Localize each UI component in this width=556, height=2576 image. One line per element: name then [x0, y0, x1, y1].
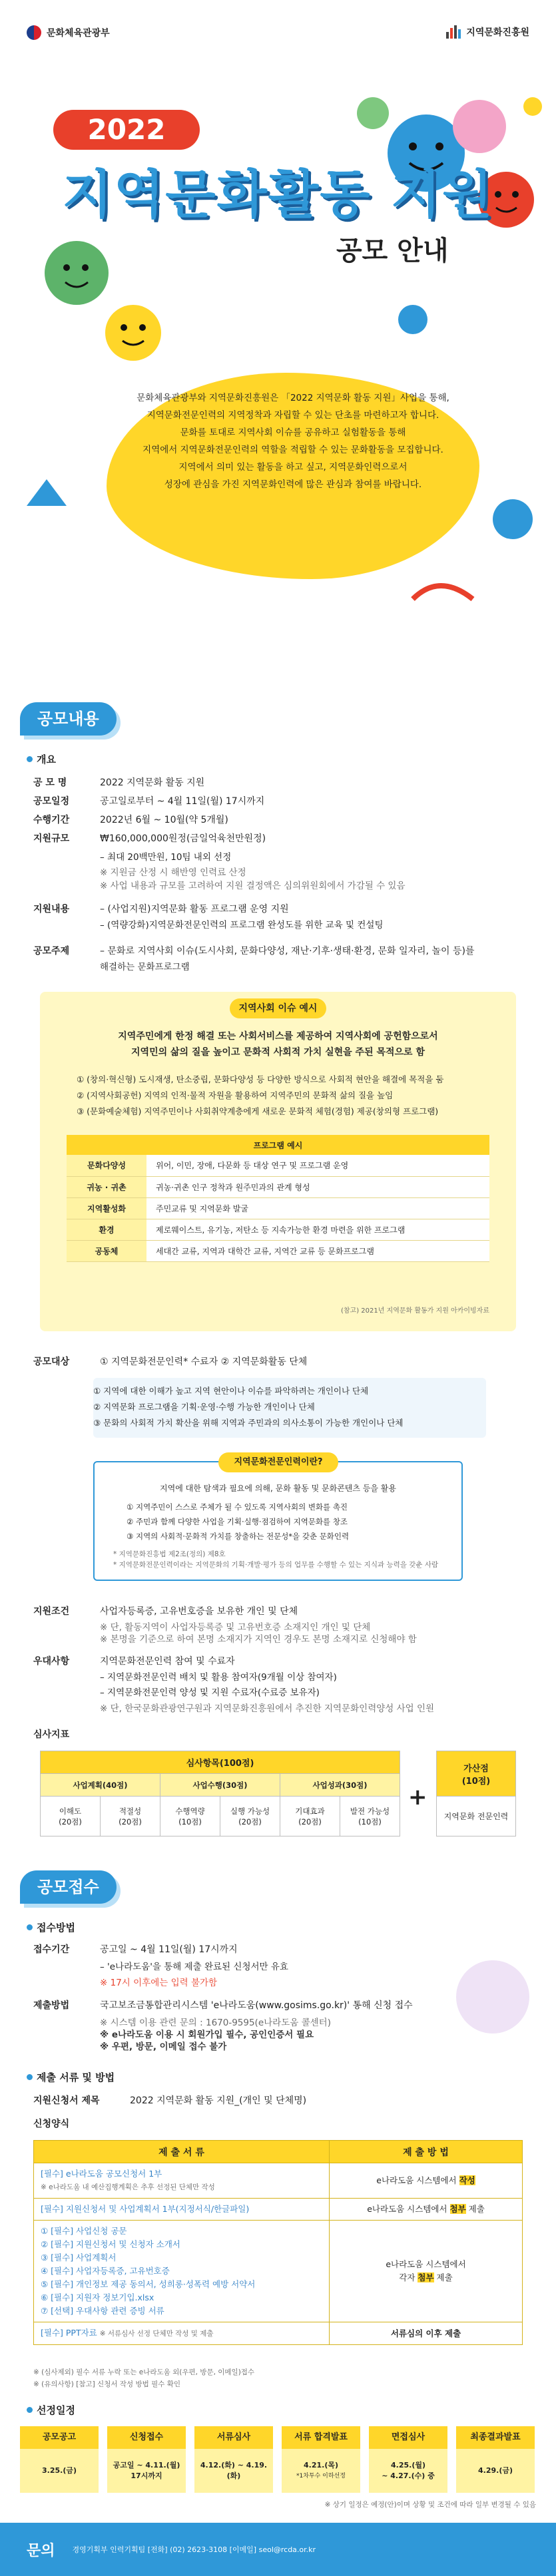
step-title: 신청접수	[107, 2426, 186, 2449]
row-value: – (사업지원)지역문화 활동 프로그램 운영 지원	[100, 904, 289, 915]
row-submit-period	[33, 1942, 238, 1957]
year-badge: 2022	[53, 110, 200, 150]
schedule-step	[107, 2426, 186, 2493]
program-key: 지역활성화	[67, 1197, 146, 1219]
overview-title: 개요	[37, 753, 56, 765]
row-key: 지원조건	[33, 1606, 70, 1617]
target-item: ③ 문화의 사회적 가치 확산을 위해 지역과 주민과의 의사소통이 가능한 개인이나 단체	[93, 1418, 404, 1428]
score-item	[220, 1797, 280, 1836]
row-value: 2022 지역문화 활동 지원_(개인 및 단체명)	[130, 2095, 307, 2106]
doc-sub: ※ 서류심사 선정 단체만 작성 및 제출	[99, 2330, 214, 2338]
submit-note: ※ 우편, 방문, 이메일 접수 불가	[100, 2041, 227, 2052]
intro-line: 지역에서 의미 있는 활동을 하고 싶고, 지역문화인력으로서	[178, 462, 408, 473]
method-highlight: 첨부	[449, 2204, 466, 2214]
method-post: 제출	[433, 2272, 453, 2282]
row-name	[33, 775, 204, 790]
row-value: – 문화로 지역사회 이슈(도시사회, 문화다양성, 재난·기후·생태·환경, 문화 일자리, 놀이 등)를	[100, 946, 475, 957]
expert-lead: 지역에 대한 탐색과 필요에 의해, 문화 활동 및 문화콘텐츠 등을 활용	[160, 1484, 396, 1493]
row-value: 지역문화전문인력 참여 및 수료자	[100, 1656, 235, 1667]
score-item	[41, 1797, 101, 1836]
issue-lead-line: 지역민의 삶의 질을 높이고 문화적 사회적 가치 실현을 주된 목적으로 함	[131, 1047, 425, 1058]
intro-text	[107, 389, 479, 493]
step-date: 4.25.(월)	[391, 2461, 425, 2469]
score-item-name: 이해도	[59, 1806, 82, 1816]
ministry-name: 문화체육관광부	[47, 28, 110, 39]
bullet-icon	[27, 2407, 33, 2413]
bullet-icon	[27, 1924, 33, 1930]
row-schedule	[33, 794, 264, 809]
score-item-pts: (20점)	[119, 1817, 142, 1826]
row-key: 제출방법	[33, 2000, 70, 2011]
doc-label: ⑦ [선택] 우대사항 관련 증빙 서류	[41, 2306, 164, 2316]
bonus-head	[437, 1751, 516, 1797]
row-submit-method	[33, 1998, 413, 2013]
section-title-submit: 공모접수	[20, 1870, 117, 1904]
score-item-pts: (20점)	[238, 1817, 262, 1826]
table-row	[67, 1155, 489, 1176]
method-title: 접수방법	[37, 1922, 75, 1934]
method-cell	[330, 2221, 523, 2322]
program-source: (참고) 2021년 지역문화 활동가 지원 아카이빙자료	[340, 1307, 489, 1315]
issue-item: ② (지역사회공헌) 지역의 인적·물적 자원을 활용하여 지역주민의 문화적 삶의 질을 높임	[77, 1090, 394, 1100]
issue-item: ③ (문화예술체험) 지역주민이나 사회취약계층에게 새로운 문화적 체험(경험) 제공(창의형 프로그램)	[77, 1106, 439, 1116]
period-note: ※ 17시 이후에는 입력 불가함	[100, 1978, 218, 1988]
pink-circle-icon	[453, 100, 506, 153]
submit-note: ※ e나라도움 이용 시 회원가입 필수, 공인인증서 필요	[100, 2030, 314, 2040]
intro-line: 문화체육관광부와 지역문화진흥원은 「2022 지역문화 활동 지원」사업을 통해,	[137, 393, 449, 403]
schedule-step	[369, 2426, 447, 2493]
face-yellow-icon	[105, 305, 161, 361]
doc-cell	[34, 2163, 330, 2199]
doc-cell	[34, 2322, 330, 2345]
step-title: 서류 합격발표	[282, 2426, 360, 2449]
table-row	[67, 1240, 489, 1261]
submit-note: ※ 시스템 이용 관련 문의 : 1670-9595(e나라도움 콜센터)	[100, 2018, 331, 2028]
row-support	[33, 902, 289, 917]
theme-line: 해결하는 문화프로그램	[100, 962, 190, 972]
step-date-note: *1차투수 이하선정	[296, 2473, 346, 2479]
doc-label: ⑤ [필수] 개인정보 제공 동의서, 성희롱·성폭력 예방 서약서	[41, 2279, 256, 2289]
method-highlight: 작성	[459, 2175, 475, 2185]
row-value: 사업자등록증, 고유번호증을 보유한 개인 및 단체	[100, 1606, 298, 1617]
footer	[0, 2523, 556, 2576]
score-item-name: 실행 가능성	[230, 1806, 270, 1816]
method-heading	[27, 1920, 75, 1934]
step-date: 4.12.(화) ~ 4.19.(화)	[194, 2449, 273, 2493]
schedule-step	[456, 2426, 535, 2493]
condition-note: ※ 단, 활동지역이 사업자등록증 및 고유번호증 소재지인 개인 및 단체	[100, 1622, 371, 1633]
bullet-icon	[27, 2074, 33, 2080]
taegeuk-icon	[27, 25, 41, 40]
doc-label: [필수] 지원신청서 및 사업계획서 1부(지정서식/한글파일)	[41, 2204, 250, 2214]
doc-label: [필수] PPT자료	[41, 2328, 97, 2338]
issue-lead-line: 지역주민에게 한정 해결 또는 사회서비스를 제공하여 지역사회에 공헌함으로서	[118, 1031, 438, 1042]
preference-note: ※ 단, 한국문화관광연구원과 지역문화진흥원에서 추진한 지역문화인력양성 사업 인원	[100, 1703, 435, 1714]
program-value: 귀농·귀촌 인구 정착과 원주민과의 관계 형성	[146, 1176, 489, 1197]
step-date-box	[369, 2449, 447, 2493]
row-key: 공모일정	[33, 796, 70, 807]
submission-table	[33, 2140, 523, 2345]
section-title-contest: 공모내용	[20, 702, 117, 736]
expert-item: ② 주민과 함께 다양한 사업을 기획·실행·점검하여 지역문화를 창조	[127, 1517, 348, 1526]
score-group: 사업성과(30점)	[280, 1774, 400, 1797]
row-key: 우대사항	[33, 1656, 70, 1667]
row-value: ₩160,000,000원정(금일억육천만원정)	[100, 833, 266, 844]
docs-title: 제출 서류 및 방법	[37, 2071, 115, 2083]
score-item-pts: (20점)	[59, 1817, 82, 1826]
row-key: 지원규모	[33, 833, 70, 844]
bonus-table	[436, 1751, 516, 1836]
table-row	[67, 1197, 489, 1219]
score-group: 사업수행(30점)	[160, 1774, 280, 1797]
method-line: e나라도움 시스템에서	[386, 2259, 466, 2269]
condition-note: ※ 본명을 기준으로 하여 본명 소재지가 지역인 경우도 본명 소재지로 신청해야 함	[100, 1634, 417, 1645]
expert-note: * 지역문화진흥법 제2조(정의) 제8호	[113, 1550, 226, 1558]
step-title: 최종결과발표	[456, 2426, 535, 2449]
form-title: 신청양식	[33, 2119, 70, 2129]
program-value: 세대간 교류, 지역과 대학간 교류, 지역간 교류 등 문화프로그램	[146, 1240, 489, 1261]
score-title: 심사지표	[33, 1729, 70, 1740]
triangle-icon	[27, 479, 67, 506]
method-col-header: 제 출 방 법	[330, 2141, 523, 2163]
row-doc-title	[33, 2093, 306, 2108]
row-value: 공고일로부터 ~ 4월 11일(월) 17시까지	[100, 796, 265, 807]
method-post: 제출	[465, 2204, 485, 2214]
row-value: 2022년 6월 ~ 10월(약 5개월)	[100, 815, 228, 825]
intro-line: 성장에 관심을 가진 지역문화인력에 많은 관심과 참여를 바랍니다.	[164, 479, 422, 490]
score-item-pts: (20점)	[298, 1817, 322, 1826]
table-row	[67, 1176, 489, 1197]
submission-notes	[33, 2366, 254, 2390]
method-pre: e나라도움 시스템에서	[376, 2175, 459, 2185]
row-period	[33, 813, 228, 827]
method-cell	[330, 2163, 523, 2199]
docs-col-header: 제 출 서 류	[34, 2141, 330, 2163]
method-cell	[330, 2199, 523, 2221]
ministry-logo	[27, 25, 110, 40]
small-yellow-dot-icon	[523, 97, 542, 116]
plus-sign: +	[408, 1784, 427, 1811]
submission-note: ※ (심사제외) 필수 서류 누락 또는 e나라도움 외(우편, 방문, 이메일)접수	[33, 2368, 255, 2376]
expert-item: ③ 지역의 사회적·문화적 가치를 창출하는 전문성*을 갖춘 문화인력	[127, 1532, 350, 1541]
doc-label: ④ [필수] 사업자등록증, 고유번호증	[41, 2266, 170, 2276]
table-row	[67, 1219, 489, 1240]
score-table	[40, 1751, 400, 1836]
expert-content	[107, 1481, 449, 1570]
issue-item: ① (창의·혁신형) 도시재생, 탄소중립, 문화다양성 등 다양한 방식으로 사회적 현안을 해결에 목적을 둠	[77, 1074, 444, 1084]
program-key: 문화다양성	[67, 1155, 146, 1176]
table-row	[34, 2163, 523, 2199]
doc-label: ① [필수] 사업신청 공문	[41, 2226, 127, 2236]
score-item	[160, 1797, 220, 1836]
intro-line: 지역에서 지역문화전문인력의 역할을 적립할 수 있는 문화활동을 모집합니다.	[142, 445, 443, 455]
step-date-note: ~ 4.27.(수) 중	[382, 2471, 435, 2480]
green-circle-icon	[357, 97, 389, 129]
issue-list	[77, 1072, 489, 1120]
schedule-note: ※ 상기 일정은 예정(안)이며 상황 및 조건에 따라 일부 변경될 수 있음	[324, 2501, 536, 2509]
scale-note: ※ 지원금 산정 시 해반영 인력료 산정	[100, 867, 246, 878]
score-item-pts: (10점)	[358, 1817, 382, 1826]
row-key: 지원내용	[33, 904, 70, 915]
score-group: 사업계획(40점)	[41, 1774, 160, 1797]
expert-pill: 지역문화전문인력이란?	[218, 1452, 338, 1472]
row-condition	[33, 1604, 298, 1619]
score-total: 심사항목(100점)	[41, 1751, 400, 1774]
score-item	[280, 1797, 340, 1836]
schedule-step	[282, 2426, 360, 2493]
step-date: 3.25.(금)	[20, 2449, 99, 2493]
hero-title: 지역문화활동 지원	[62, 165, 494, 225]
method-pre: 각자	[399, 2272, 418, 2282]
agency-bars-icon	[446, 25, 461, 39]
bullet-icon	[27, 756, 33, 762]
hero-subtitle: 공모 안내	[336, 236, 449, 266]
doc-cell	[34, 2221, 330, 2322]
program-key: 공동체	[67, 1240, 146, 1261]
program-value: 위어, 이민, 장애, 다문화 등 대상 연구 및 프로그램 운영	[146, 1155, 489, 1176]
row-value: 2022 지역문화 활동 지원	[100, 777, 205, 788]
program-value: 주민교류 및 지역문화 발굴	[146, 1197, 489, 1219]
method-pre: e나라도움 시스템에서	[367, 2204, 450, 2214]
bonus-head-pts: (10점)	[461, 1776, 491, 1787]
step-date-box	[282, 2449, 360, 2493]
blue-dot-icon	[493, 499, 533, 539]
hero	[0, 0, 556, 666]
issue-lead	[67, 1028, 489, 1060]
scale-detail: – 최대 20백만원, 10팀 내외 선정	[100, 852, 232, 863]
step-title: 서류심사	[194, 2426, 273, 2449]
score-item-pts: (10점)	[178, 1817, 202, 1826]
footer-contact: 경영기획부 인력기획팀 [전화] (02) 2623-3108 [이메일] seol@rcda.or.kr	[72, 2545, 316, 2554]
bonus-head-label: 가산점	[463, 1763, 489, 1774]
score-item-name: 발전 가능성	[350, 1806, 390, 1816]
program-table	[67, 1135, 489, 1262]
doc-sub: ※ e나라도움 내 예산집행계획은 추후 선정된 단체만 작성	[41, 2183, 215, 2191]
step-date: 공고일 ~ 4.11.(월) 17시까지	[107, 2449, 186, 2493]
row-value: 국고보조금통합관리시스템 'e나라도움(www.gosims.go.kr)' 통해 신청 접수	[100, 2000, 413, 2011]
submission-note: ※ (유의사항) [참고] 신청서 작성 방법 필수 확인	[33, 2380, 180, 2388]
score-item-name: 적절성	[119, 1806, 142, 1816]
doc-label: ③ [필수] 사업계획서	[41, 2253, 117, 2262]
score-item	[101, 1797, 160, 1836]
expert-note: * 지역문화전문인력이라는 지역문화의 기획·개발·평가 등의 업무를 수행할 수 있는 지식과 능력을 갖춘 사람	[113, 1561, 439, 1569]
method-highlight: 첨부	[417, 2272, 434, 2282]
docs-heading	[27, 2070, 115, 2084]
scale-note: ※ 사업 내용과 규모를 고려하여 지원 결정액은 심의위원회에서 가감될 수 있음	[100, 881, 406, 891]
target-item: ① 지역에 대한 이해가 높고 지역 현안이나 이슈를 파악하려는 개인이나 단체	[93, 1386, 369, 1396]
row-key: 공 모 명	[33, 777, 67, 788]
row-key: 공모대상	[33, 1357, 70, 1367]
arc-icon	[413, 586, 473, 599]
preference-line: – 지역문화전문인력 배치 및 활용 참여자(9개월 이상 참여자)	[100, 1672, 337, 1683]
schedule-title: 선정일정	[37, 2404, 75, 2416]
row-target	[33, 1355, 307, 1369]
score-item	[340, 1797, 400, 1836]
row-key: 지원신청서 제목	[33, 2095, 100, 2106]
blue-ball-icon	[398, 305, 427, 334]
schedule-heading	[27, 2403, 75, 2417]
row-theme	[33, 944, 474, 959]
step-date: 4.21.(목)	[304, 2461, 338, 2469]
row-preference	[33, 1654, 235, 1669]
step-title: 공모공고	[20, 2426, 99, 2449]
table-row	[34, 2322, 523, 2345]
schedule-timeline	[20, 2426, 536, 2493]
agency-logo	[446, 25, 529, 39]
face-green-icon	[45, 241, 109, 305]
step-title: 면접심사	[369, 2426, 447, 2449]
bonus-item: 지역문화 전문인력	[437, 1797, 516, 1836]
intro-line: 문화를 토대로 지역사회 이슈를 공유하고 실험활동을 통해	[180, 427, 406, 438]
program-value: 제로웨이스트, 유기농, 저탄소 등 지속가능한 환경 마련을 위한 프로그램	[146, 1219, 489, 1240]
intro-line: 지역문화전문인력의 지역정착과 자립할 수 있는 단초를 마련하고자 합니다.	[146, 410, 439, 421]
program-table-header: 프로그램 예시	[67, 1135, 489, 1155]
overview-heading	[27, 752, 56, 766]
target-list	[93, 1383, 486, 1431]
table-row	[34, 2199, 523, 2221]
program-key: 환경	[67, 1219, 146, 1240]
method-cell: 서류심의 이후 제출	[330, 2322, 523, 2345]
preference-line: – 지역문화전문인력 양성 및 지원 수료자(수료증 보유자)	[100, 1687, 320, 1698]
row-key: 수행기간	[33, 815, 70, 825]
schedule-step	[194, 2426, 273, 2493]
footer-title: 문의	[27, 2542, 55, 2559]
schedule-step	[20, 2426, 99, 2493]
score-item-name: 기대효과	[295, 1806, 325, 1816]
doc-cell	[34, 2199, 330, 2221]
agency-name: 지역문화진흥원	[466, 27, 529, 38]
support-line: – (역량강화)지역문화전문인력의 프로그램 완성도를 위한 교육 및 컨설팅	[100, 920, 384, 931]
period-detail: – 'e나라도움'을 통해 제출 완료된 신청서만 유효	[100, 1962, 288, 1972]
doc-label: [필수] e나라도움 공모신청서 1부	[41, 2169, 162, 2179]
row-key: 공모주제	[33, 946, 70, 957]
program-key: 귀농 · 귀촌	[67, 1176, 146, 1197]
target-item: ② 지역문화 프로그램을 기획·운영·수행 가능한 개인이나 단체	[93, 1402, 315, 1412]
table-row	[34, 2221, 523, 2322]
deco-circle-icon	[453, 1957, 533, 2037]
row-value: 공고일 ~ 4월 11일(월) 17시까지	[100, 1944, 238, 1955]
score-item-name: 수행역량	[175, 1806, 205, 1816]
row-value: ① 지역문화전문인력* 수료자 ② 지역문화활동 단체	[100, 1357, 308, 1367]
row-key: 접수기간	[33, 1944, 70, 1955]
issue-pill: 지역사회 이슈 예시	[230, 998, 326, 1018]
step-date: 4.29.(금)	[456, 2449, 535, 2493]
row-scale	[33, 831, 266, 846]
doc-label: ② [필수] 지원신청서 및 신청자 소개서	[41, 2239, 180, 2249]
expert-item: ① 지역주민이 스스로 주체가 될 수 있도록 지역사회의 변화를 촉진	[127, 1502, 348, 1512]
doc-label: ⑥ [필수] 지원자 정보기입.xlsx	[41, 2292, 154, 2302]
